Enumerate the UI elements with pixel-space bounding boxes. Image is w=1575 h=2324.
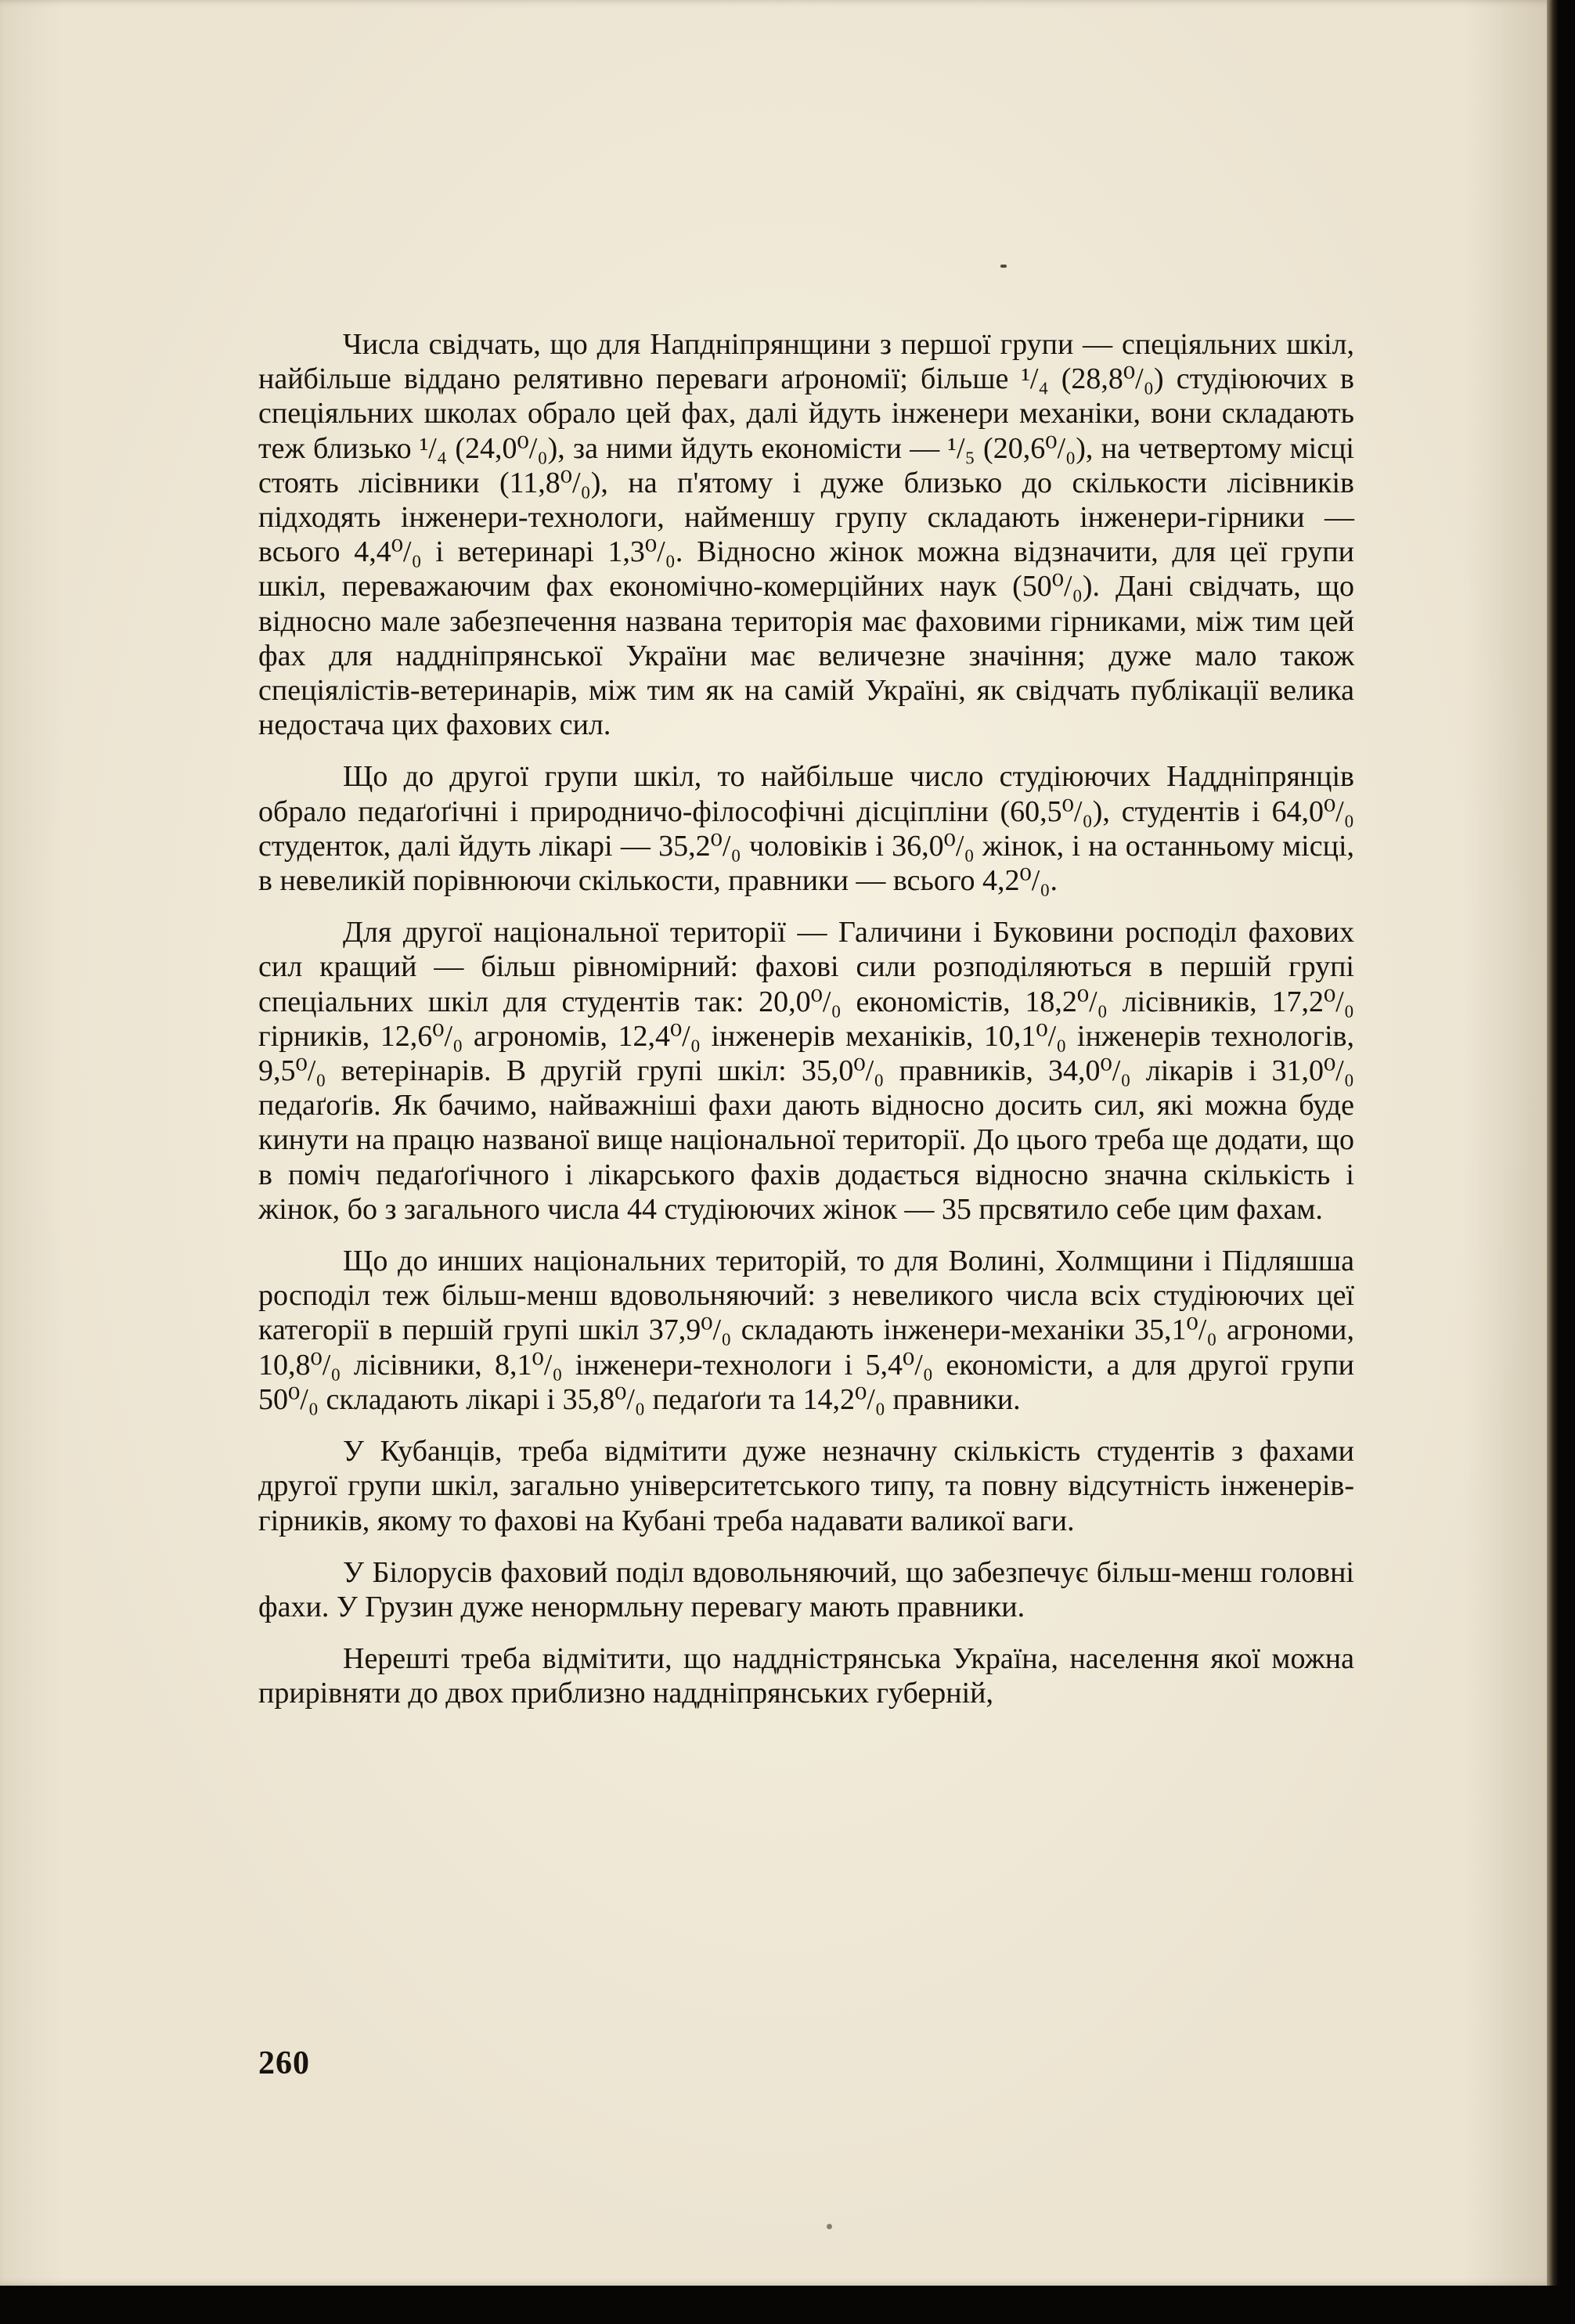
ink-speck [1000,265,1007,268]
paragraph-4: Що до инших національних територій, то для Волині, Холмщини і Підляшша росподіл теж більш-менш вдовольняючий: з невеликого числа всіх студіюючих цеї категорії в першій групі шкіл 37,9⁰/₀ складають інженери-механіки 35,1⁰/₀ агрономи, 10,8⁰/₀ лісівники, 8,1⁰/₀ інженери-технологи і 5,4⁰/₀ економісти, а для другої групи 50⁰/₀ складають лікарі і 35,8⁰/₀ педаґоґи та 14,2⁰/₀ правники. [258,1245,1354,1416]
page-edge-shadow [1547,0,1558,2286]
paragraph-2: Що до другої групи шкіл, то найбільше число студіюючих Наддніпрянців обрало педаґоґічні і природничо-філософічні дісціпліни (60,5⁰/₀), студентів і 64,0⁰/₀ студенток, далі йдуть лікарі — 35,2⁰/₀ чоловіків і 36,0⁰/₀ жінок, і на останньому місці, в невеликій порівнюючи скількости, правники — всього 4,2⁰/₀. [258,760,1354,898]
paragraph-7: Нерешті треба відмітити, що наддністрянська Україна, населення якої можна прирівняти до двох приблизно наддніпрянських губерній, [258,1642,1354,1710]
paragraph-1: Числа свідчать, що для Напдніпрянщини з першої групи — спеціяльних шкіл, найбільше віддано релятивно переваги аґрономії; більше ¹/₄ (28,8⁰/₀) студіюючих в спеціяльних школах обрало цей фах, далі йдуть інженери механіки, вони складають теж близько ¹/₄ (24,0⁰/₀), за ними йдуть економісти — ¹/₅ (20,6⁰/₀), на четвертому місці стоять лісівники (11,8⁰/₀), на п'ятому і дуже близько до скількости лісівників підходять інженери-технологи, найменшу групу складають інженери-гірники — всього 4,4⁰/₀ і ветеринарі 1,3⁰/₀. Відносно жінок можна відзначити, для цеї групи шкіл, переважаючим фах економічно-комерційних наук (50⁰/₀). Дані свідчать, що відносно мале забезпечення названа територія має фаховими гірниками, між тим цей фах для наддніпрянської України має величезне значіння; дуже мало також спеціялістів-ветеринарів, між тим як на самій Україні, як свідчать публікації велика недостача цих фахових сил. [258,328,1354,742]
body-text [258,327,1354,1728]
page-number: 260 [258,2045,310,2081]
paragraph-3: Для другої національної території — Галичини і Буковини росподіл фахових сил кращий — більш рівномірний: фахові сили розподіляються в першій групі спеціальних шкіл для студентів так: 20,0⁰/₀ економістів, 18,2⁰/₀ лісівників, 17,2⁰/₀ гірників, 12,6⁰/₀ агрономів, 12,4⁰/₀ інженерів механіків, 10,1⁰/₀ інженерів технологів, 9,5⁰/₀ ветерінарів. В другій групі шкіл: 35,0⁰/₀ правників, 34,0⁰/₀ лікарів і 31,0⁰/₀ педаґоґів. Як бачимо, найважніші фахи дають відносно досить сил, які можна буде кинути на працю названої вище національної території. До цього треба ще додати, що в поміч педаґоґічного і лікарського фахів додається відносно значна скількість і жінок, бо з загального числа 44 студіюючих жінок — 35 прсвятило себе цим фахам. [258,916,1354,1226]
ink-speck [827,2224,832,2229]
paragraph-5: У Кубанців, треба відмітити дуже незначну скількість студентів з фахами другої групи шкіл, загально університетського типу, та повну відсутність інженерів-гірників, якому то фахові на Кубані треба надавати валикої ваги. [258,1435,1354,1537]
paragraph-6: У Білорусів фаховий поділ вдовольняючий, що забезпечує більш-менш головні фахи. У Грузин дуже ненормльну перевагу мають правники. [258,1555,1354,1623]
